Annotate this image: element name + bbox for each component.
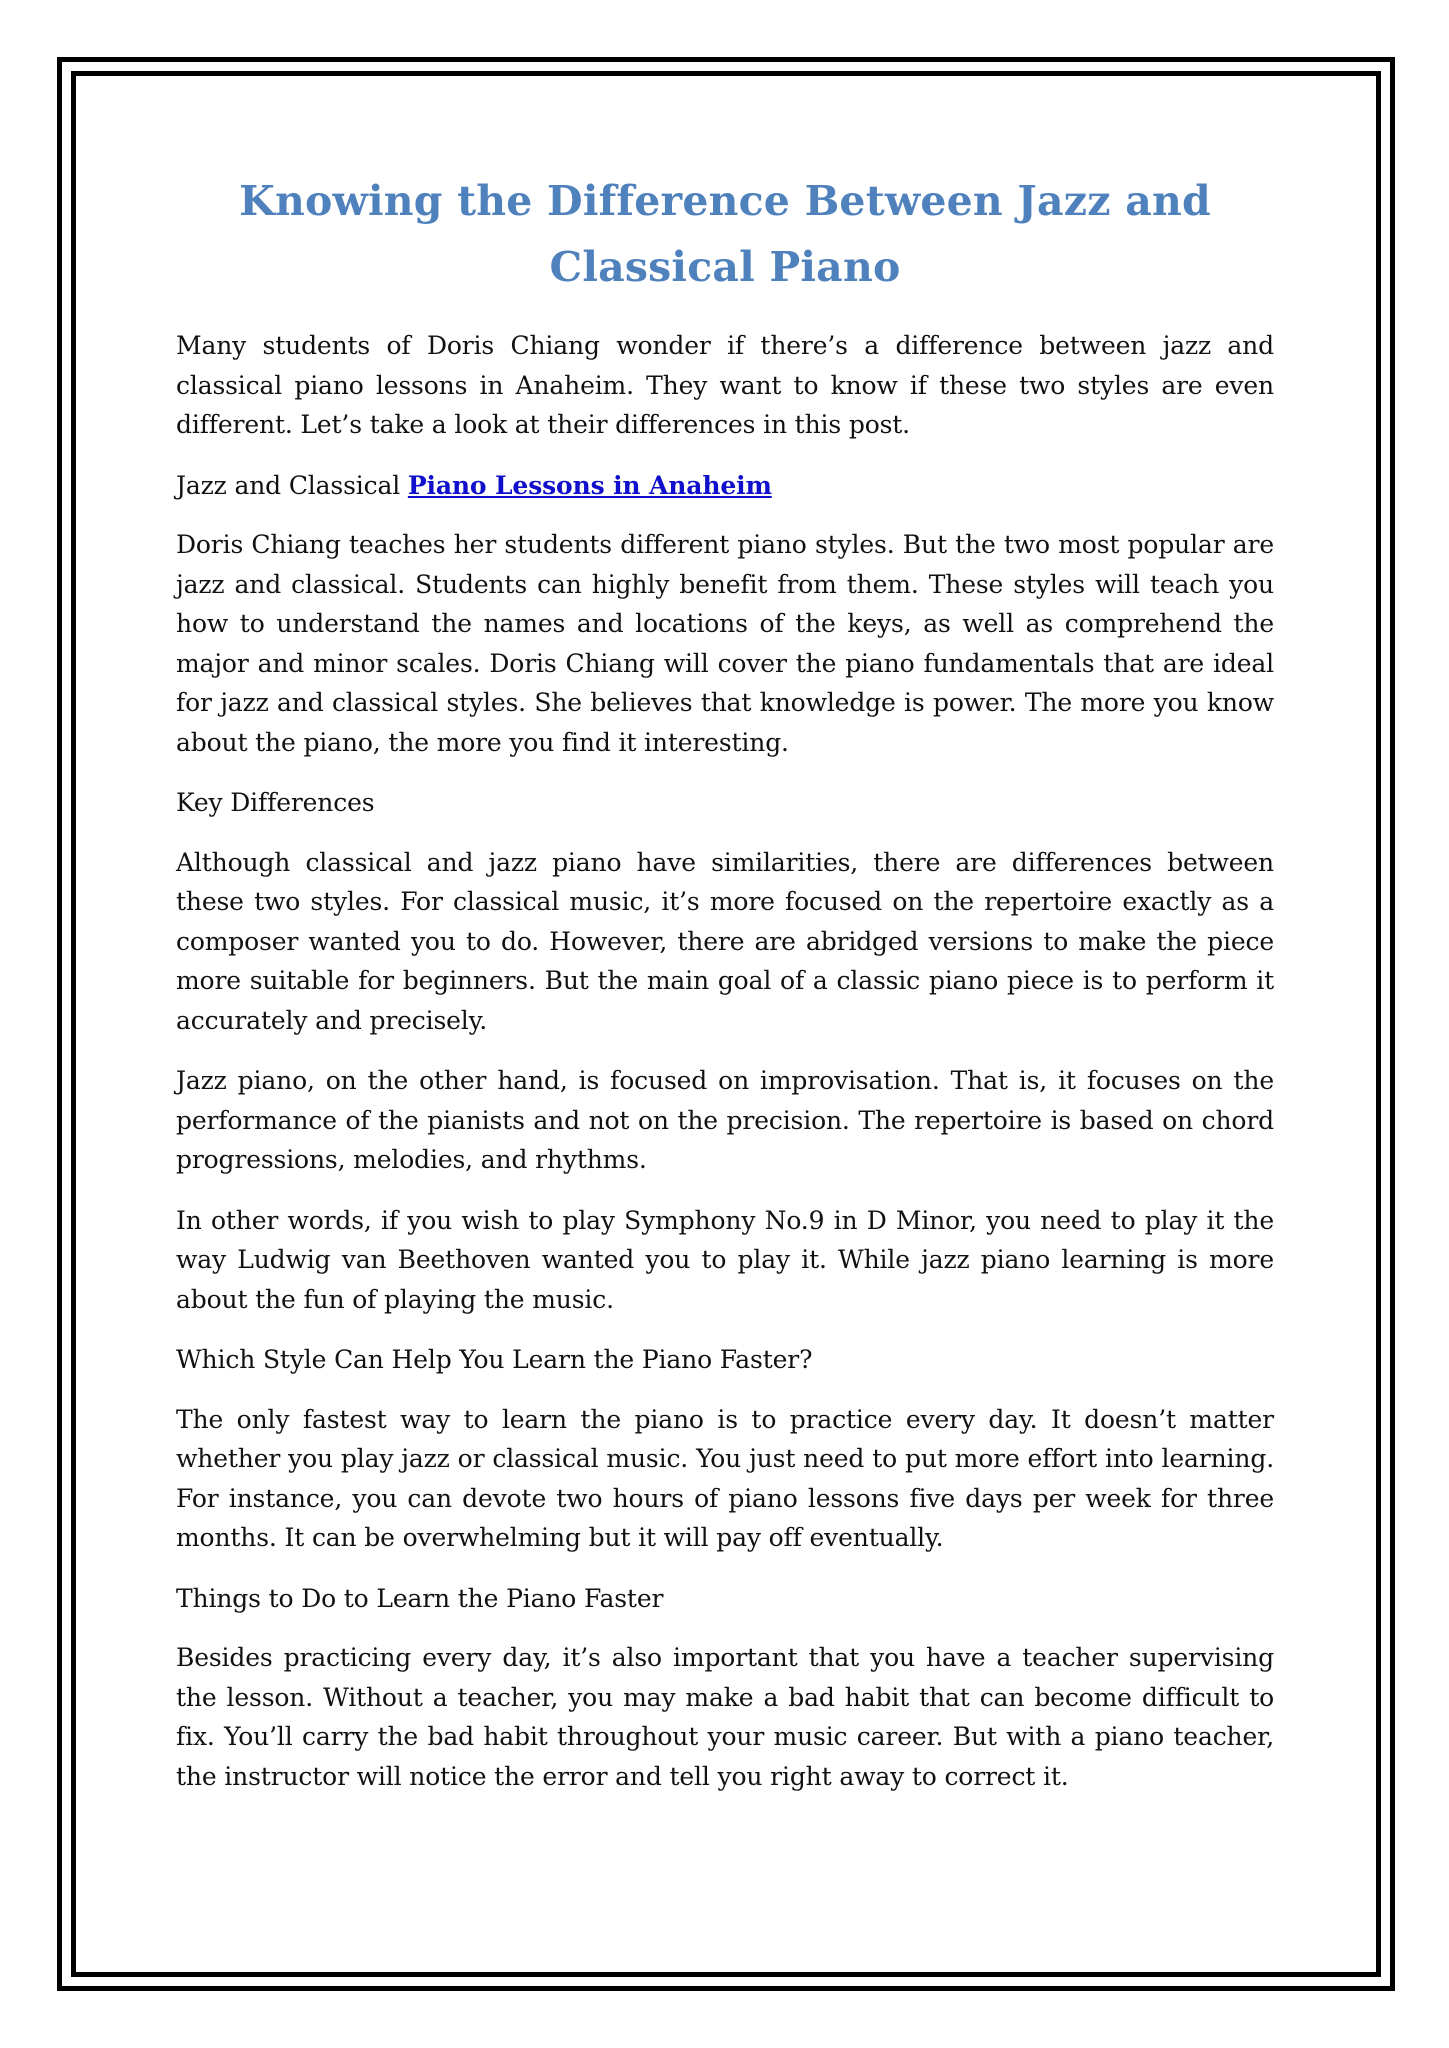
section-heading-key-differences: Key Differences xyxy=(176,788,375,817)
section-paragraph-comparison: In other words, if you wish to play Symphony No.9 in D Minor, you need to play it the way Ludwig van Beethoven wanted you to play it. While jazz piano learning is more about the fun of playing the music. xyxy=(176,1205,1274,1314)
section-heading-jazz-classical xyxy=(176,466,1274,506)
section-paragraph-styles: Doris Chiang teaches her students different piano styles. But the two most popular are jazz and classical. Students can highly benefit from them. These styles will teach you how to understand the names and locations of the keys, as well as comprehend the major and minor scales. Doris Chiang will cover the piano fundamentals that are ideal for jazz and classical styles. She believes that knowledge is power. The more you know about the piano, the more you find it interesting. xyxy=(176,530,1274,757)
page-title-line-1: Knowing the Difference Between Jazz and xyxy=(239,177,1211,225)
page-title-line-2: Classical Piano xyxy=(549,243,901,291)
section-paragraph-teacher: Besides practicing every day, it’s also important that you have a teacher supervising the lesson. Without a teacher, you may make a bad habit that can become difficult to fix. You’ll carry the bad habit throughout your music career. But with a piano teacher, the instructor will notice the error and tell you right away to correct it. xyxy=(176,1643,1274,1791)
page-title xyxy=(176,168,1274,300)
section-heading-things-to-do: Things to Do to Learn the Piano Faster xyxy=(176,1583,664,1613)
document-body xyxy=(176,168,1274,1817)
section-paragraph-classical: Although classical and jazz piano have similarities, there are differences between these two styles. For classical music, it’s more focused on the repertoire exactly as a composer wanted you to do. However, there are abridged versions to make the piece more suitable for beginners. But the main goal of a classic piano piece is to perform it accurately and precisely. xyxy=(176,847,1274,1035)
section-paragraph-practice: The only fastest way to learn the piano is to practice every day. It doesn’t matter whether you play jazz or classical music. You just need to put more effort into learning. For instance, you can devote two hours of piano lessons five days per week for three months. It can be overwhelming but it will pay off eventually. xyxy=(176,1404,1274,1552)
section-heading-which-style: Which Style Can Help You Learn the Piano Faster? xyxy=(176,1345,813,1374)
piano-lessons-anaheim-link[interactable]: Piano Lessons in Anaheim xyxy=(407,470,772,500)
section-heading-prefix: Jazz and Classical xyxy=(176,470,408,500)
section-paragraph-jazz: Jazz piano, on the other hand, is focused on improvisation. That is, it focuses on the performance of the pianists and not on the precision. The repertoire is based on chord progressions, melodies, and rhythms. xyxy=(176,1066,1274,1174)
intro-paragraph: Many students of Doris Chiang wonder if there’s a difference between jazz and classical piano lessons in Anaheim. They want to know if these two styles are even different. Let’s take a look at their differences in this post. xyxy=(176,331,1274,439)
